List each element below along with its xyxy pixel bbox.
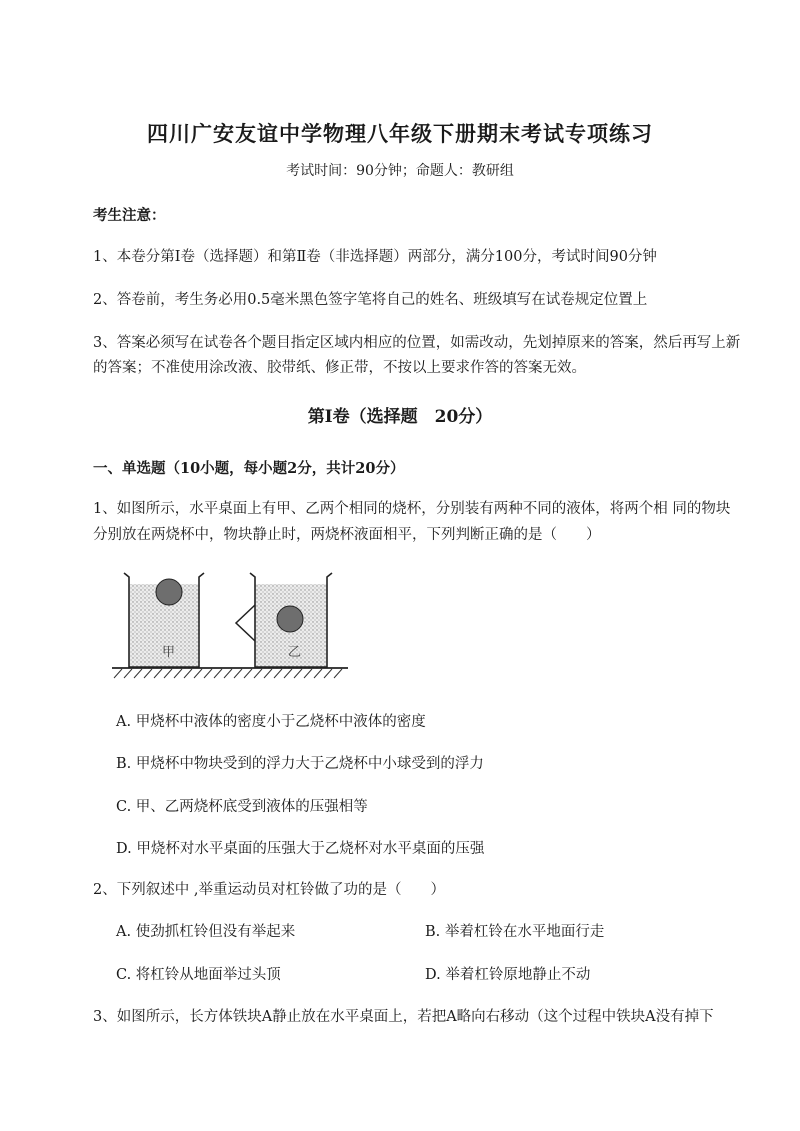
notice-item-3: 3、答案必须写在试卷各个题目指定区域内相应的位置，如需改动，先划掉原来的答案，然后再写上新 [93, 335, 741, 351]
question-3-stem: 3、如图所示，长方体铁块A静止放在水平桌面上，若把A略向右移动（这个过程中铁块A没有掉下 [93, 1009, 714, 1025]
label-jia: 甲 [162, 645, 176, 660]
notice-item-3-cont: 的答案；不准使用涂改液、胶带纸、修正带，不按以上要求作答的答案无效。 [93, 360, 586, 376]
block-yi [277, 606, 303, 632]
question-1-stem-cont: 分别放在两烧杯中，物块静止时，两烧杯液面相平，下列判断正确的是（ ） [93, 527, 601, 543]
section-title: 第I卷（选择题 20分） [307, 407, 493, 427]
q1-option-a: A. 甲烧杯中液体的密度小于乙烧杯中液体的密度 [116, 714, 426, 730]
q2-option-c: C. 将杠铃从地面举过头顶 [116, 967, 281, 983]
block-jia [156, 579, 182, 605]
beaker-figure [112, 565, 348, 683]
notice-heading: 考生注意： [93, 207, 166, 224]
q1-option-c: C. 甲、乙两烧杯底受到液体的压强相等 [116, 799, 368, 815]
q2-option-a: A. 使劲抓杠铃但没有举起来 [116, 924, 296, 940]
beaker-jia [124, 573, 204, 667]
q2-option-d: D. 举着杠铃原地静止不动 [425, 967, 591, 983]
q1-option-b: B. 甲烧杯中物块受到的浮力大于乙烧杯中小球受到的浮力 [116, 756, 484, 772]
label-yi: 乙 [288, 645, 302, 660]
q1-option-d: D. 甲烧杯对水平桌面的压强大于乙烧杯对水平桌面的压强 [116, 841, 485, 857]
beaker-yi [236, 573, 332, 667]
notice-item-2: 2、答卷前，考生务必用0.5毫米黑色签字笔将自己的姓名、班级填写在试卷规定位置上 [93, 292, 648, 308]
exam-info: 考试时间：90分钟；命题人：教研组 [286, 163, 514, 179]
question-2-stem: 2、下列叙述中 ,举重运动员对杠铃做了功的是（ ） [93, 882, 445, 898]
notice-item-1: 1、本卷分第I卷（选择题）和第Ⅱ卷（非选择题）两部分，满分100分，考试时间90分钟 [93, 249, 657, 265]
part-heading: 一、单选题（10小题，每小题2分，共计20分） [93, 460, 405, 477]
q2-option-b: B. 举着杠铃在水平地面行走 [425, 924, 605, 940]
question-1-stem: 1、如图所示，水平桌面上有甲、乙两个相同的烧杯，分别装有两种不同的液体，将两个相 同的物块 [93, 501, 731, 517]
page-title: 四川广安友谊中学物理八年级下册期末考试专项练习 [147, 121, 653, 146]
